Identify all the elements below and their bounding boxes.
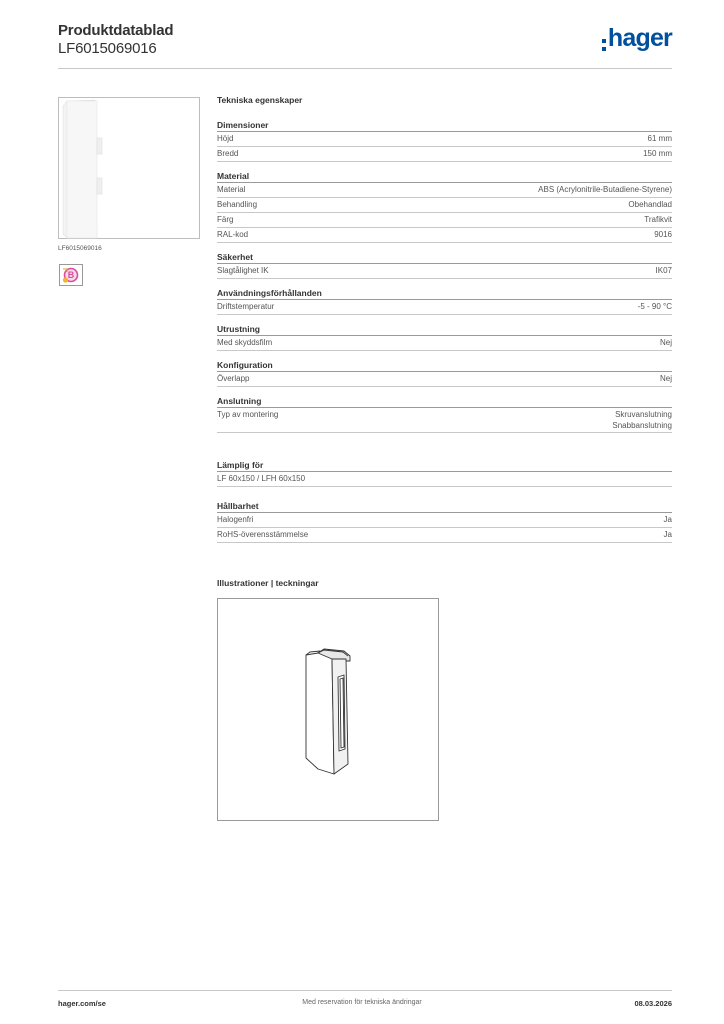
spec-row bbox=[217, 147, 672, 162]
spec-label: Färg bbox=[217, 215, 234, 224]
spec-value: Nej bbox=[659, 374, 672, 383]
product-number: LF6015069016 bbox=[58, 40, 157, 57]
spec-label: Höjd bbox=[217, 134, 234, 143]
spec-value-line: Skruvanslutning bbox=[615, 410, 672, 419]
spec-value: ABS (Acrylonitrile-Butadiene-Styrene) bbox=[538, 185, 672, 194]
spec-label: Behandling bbox=[217, 200, 258, 209]
group-heading: Säkerhet bbox=[217, 251, 672, 264]
header-divider bbox=[58, 68, 672, 69]
spec-label: Bredd bbox=[217, 149, 239, 158]
footer-date: 08.03.2026 bbox=[634, 999, 672, 1008]
spec-label: LF 60x150 / LFH 60x150 bbox=[217, 474, 306, 483]
technical-specs bbox=[217, 94, 672, 551]
spec-group-suitable-for bbox=[217, 459, 672, 487]
group-heading: Utrustning bbox=[217, 323, 672, 336]
illustration-frame bbox=[217, 598, 439, 821]
group-heading: Användningsförhållanden bbox=[217, 287, 672, 300]
specs-title: Tekniska egenskaper bbox=[217, 95, 303, 105]
spec-value: Obehandlad bbox=[628, 200, 672, 209]
spec-label: Driftstemperatur bbox=[217, 302, 275, 311]
logo-dots-icon bbox=[602, 39, 607, 51]
spec-row bbox=[217, 228, 672, 243]
spec-value: 150 mm bbox=[643, 149, 672, 158]
spec-label: Material bbox=[217, 185, 246, 194]
group-heading: Material bbox=[217, 170, 672, 183]
spec-label: Halogenfri bbox=[217, 515, 254, 524]
spec-label: Typ av montering bbox=[217, 410, 279, 419]
illustrations-heading: Illustrationer | teckningar bbox=[217, 578, 319, 588]
spec-row bbox=[217, 336, 672, 351]
spec-value: Nej bbox=[659, 338, 672, 347]
spec-row bbox=[217, 472, 672, 487]
spec-label: Överlapp bbox=[217, 374, 250, 383]
page-title: Produktdatablad bbox=[58, 22, 174, 39]
spec-group-dimensions bbox=[217, 119, 672, 162]
spec-group-material bbox=[217, 170, 672, 243]
spec-row bbox=[217, 528, 672, 543]
spec-row bbox=[217, 372, 672, 387]
spec-value: 61 mm bbox=[647, 134, 672, 143]
spec-label: RoHS-överensstämmelse bbox=[217, 530, 309, 539]
spec-value: Trafikvit bbox=[644, 215, 672, 224]
spec-row bbox=[217, 213, 672, 228]
spec-group-sustainability bbox=[217, 500, 672, 543]
spec-label: Slagtålighet IK bbox=[217, 266, 269, 275]
spec-value: Ja bbox=[663, 515, 672, 524]
spec-value: Ja bbox=[663, 530, 672, 539]
group-heading: Dimensioner bbox=[217, 119, 672, 132]
spec-row bbox=[217, 183, 672, 198]
spec-row bbox=[217, 132, 672, 147]
spec-value bbox=[612, 409, 672, 431]
spec-row bbox=[217, 264, 672, 279]
product-code-caption: LF6015069016 bbox=[58, 245, 102, 252]
spec-group-configuration bbox=[217, 359, 672, 387]
spec-value: 9016 bbox=[654, 230, 672, 239]
spec-value: -5 - 90 °C bbox=[637, 302, 672, 311]
spec-label: Med skyddsfilm bbox=[217, 338, 273, 347]
spec-row bbox=[217, 408, 672, 433]
group-heading: Anslutning bbox=[217, 395, 672, 408]
spec-row bbox=[217, 513, 672, 528]
spec-value: IK07 bbox=[655, 266, 672, 275]
end-cap-line-drawing-icon bbox=[218, 599, 440, 822]
footer-disclaimer: Med reservation för tekniska ändringar bbox=[302, 999, 422, 1006]
svg-text:B: B bbox=[67, 270, 75, 281]
spec-group-equipment bbox=[217, 323, 672, 351]
spec-row bbox=[217, 300, 672, 315]
hager-logo bbox=[602, 26, 672, 51]
halogen-free-badge-icon bbox=[59, 264, 83, 286]
group-heading: Lämplig för bbox=[217, 459, 672, 472]
spec-label: RAL-kod bbox=[217, 230, 249, 239]
footer-website-link[interactable]: hager.com/se bbox=[58, 999, 106, 1008]
group-heading: Hållbarhet bbox=[217, 500, 672, 513]
product-image bbox=[58, 97, 200, 239]
footer-divider bbox=[58, 990, 672, 991]
spec-group-safety bbox=[217, 251, 672, 279]
spec-row bbox=[217, 198, 672, 213]
cable-duct-end-cap-icon bbox=[59, 98, 201, 240]
spec-value-line: Snabbanslutning bbox=[612, 421, 672, 430]
spec-group-connection bbox=[217, 395, 672, 433]
group-heading: Konfiguration bbox=[217, 359, 672, 372]
logo-text: hager bbox=[607, 24, 672, 52]
spec-group-conditions bbox=[217, 287, 672, 315]
